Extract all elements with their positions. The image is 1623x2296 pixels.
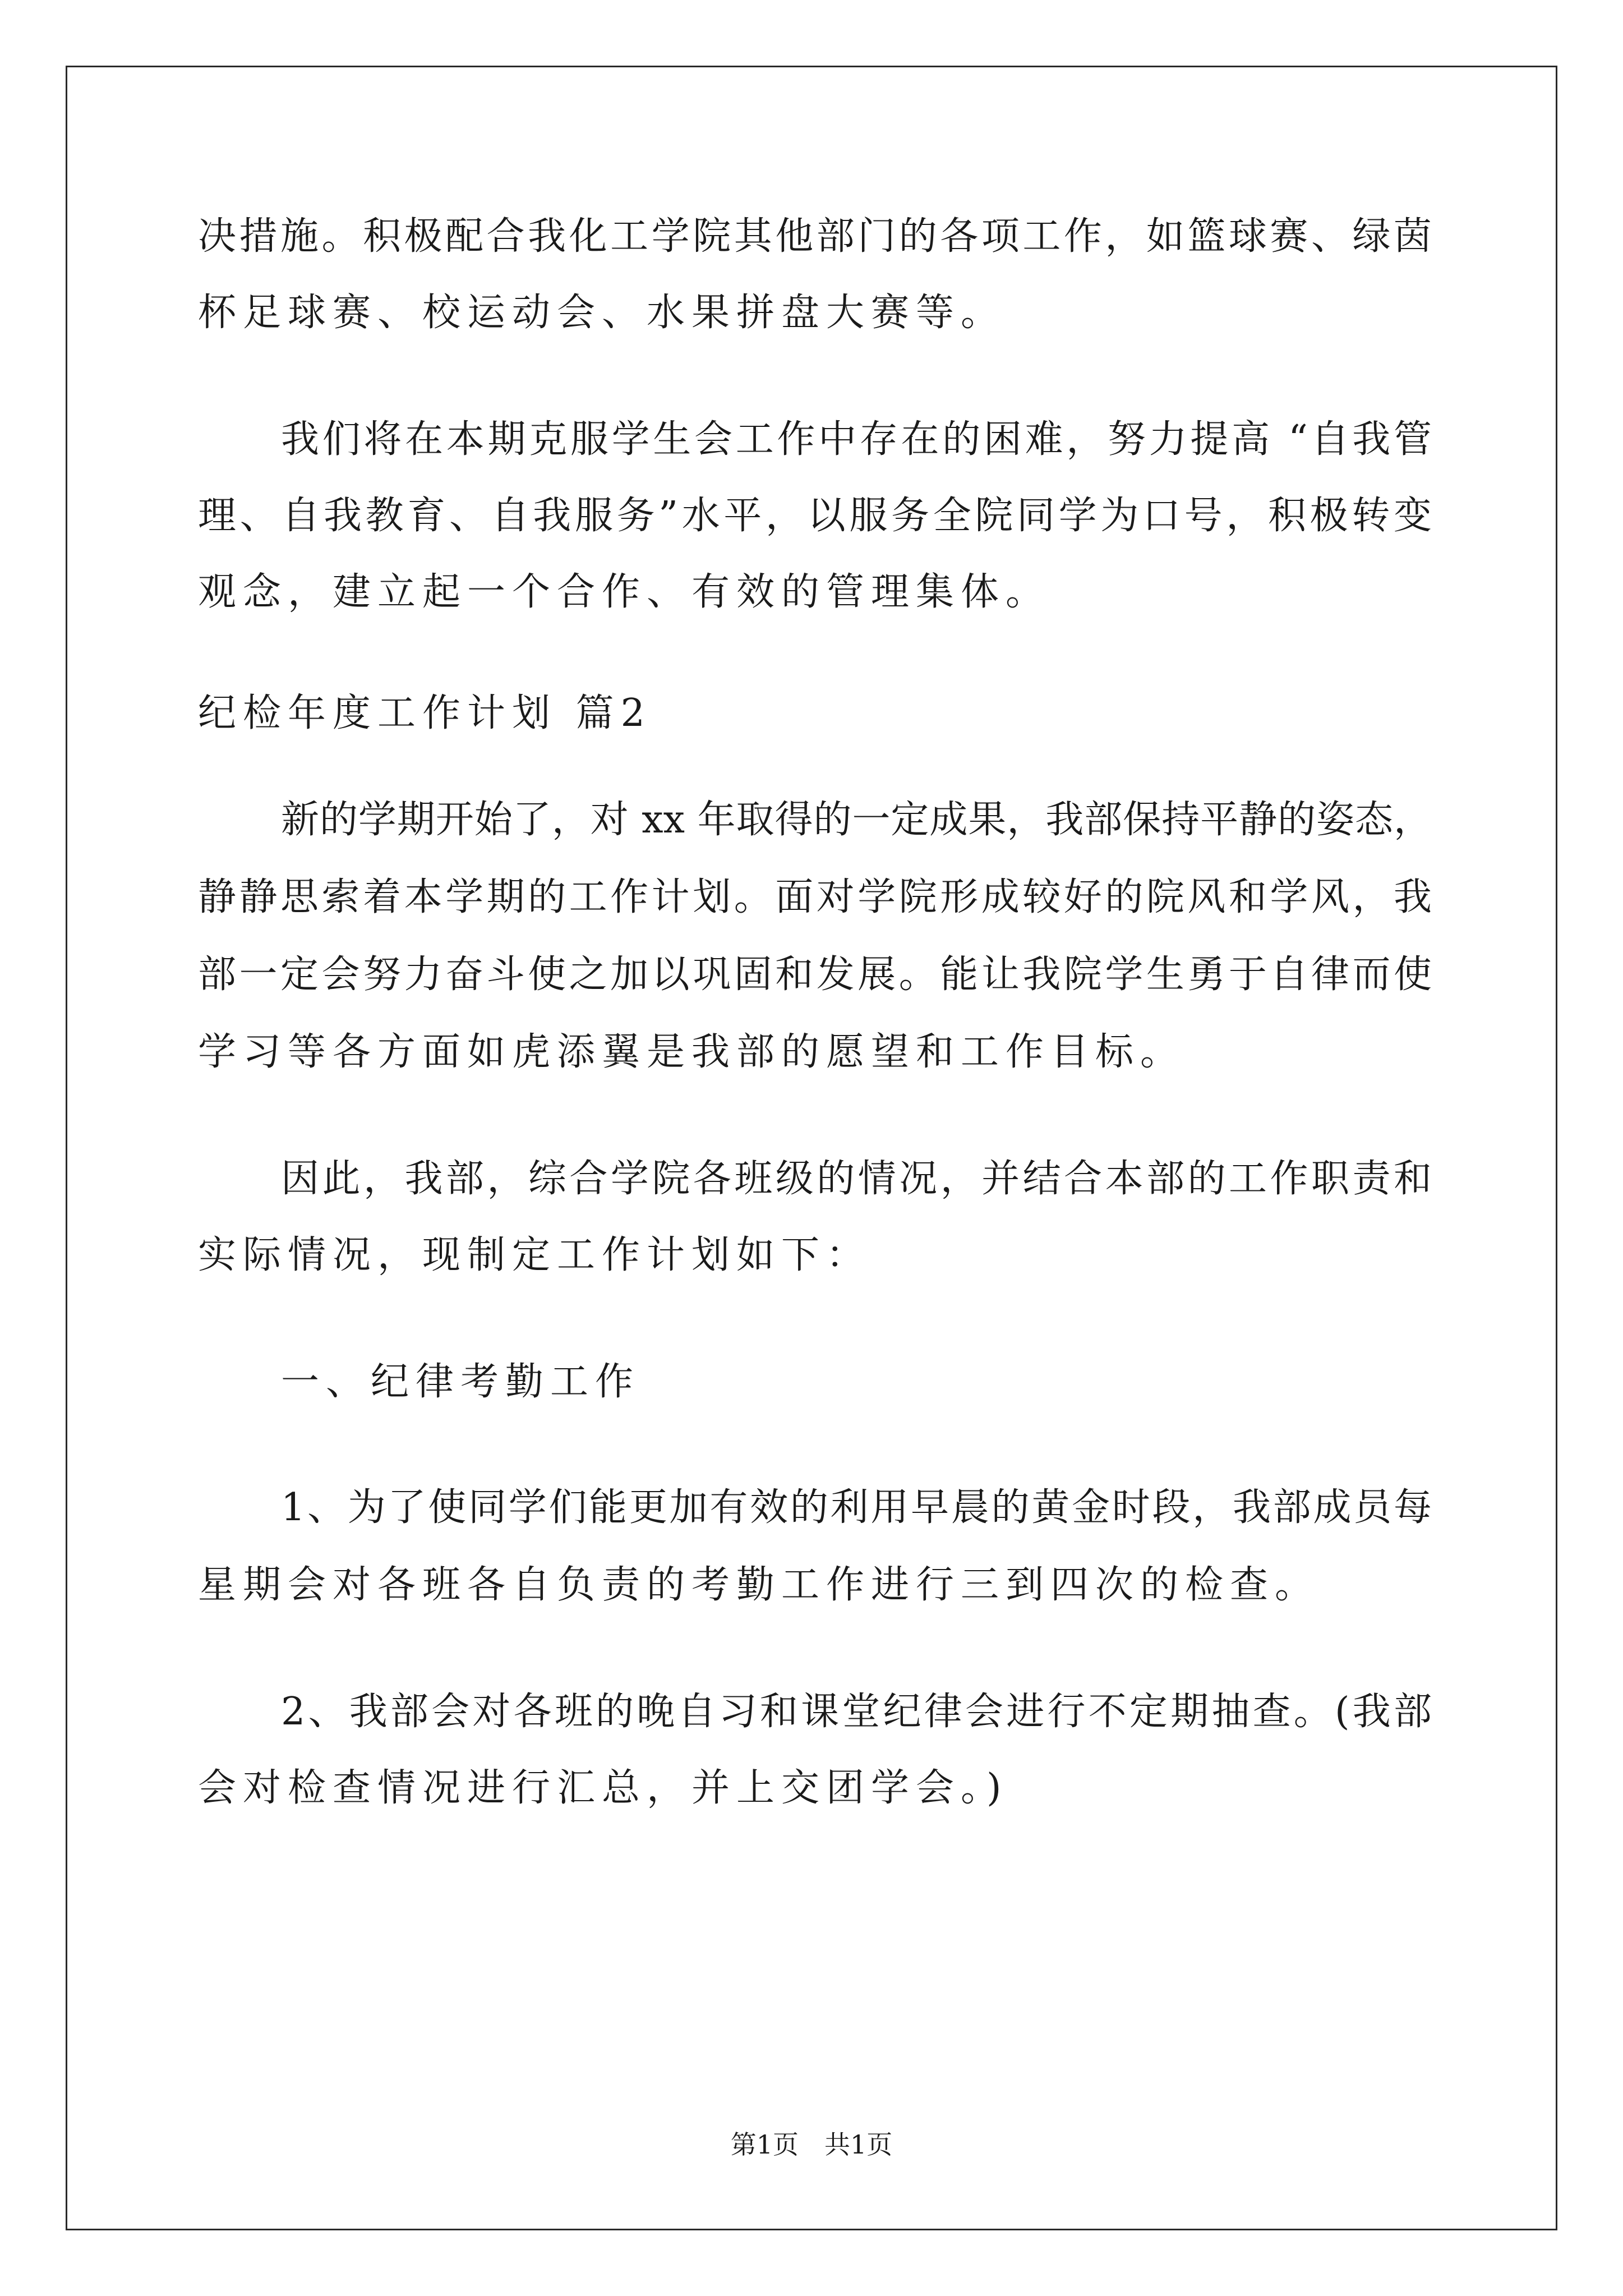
paragraph-line: 会对检查情况进行汇总，并上交团学会。) <box>198 1766 1008 1810</box>
section-heading: 纪检年度工作计划 篇2 <box>198 691 652 735</box>
paragraph-line: 杯足球赛、校运动会、水果拼盘大赛等。 <box>198 291 1006 335</box>
paragraph-line: 学习等各方面如虎添翼是我部的愿望和工作目标。 <box>198 1030 1186 1074</box>
page-border <box>66 66 1557 2230</box>
paragraph-line: 决措施。积极配合我化工学院其他部门的各项工作，如篮球赛、绿茵 <box>198 214 1432 259</box>
paragraph-line: 新的学期开始了，对 xx 年取得的一定成果，我部保持平静的姿态， <box>281 798 1432 842</box>
paragraph-line: 部一定会努力奋斗使之加以巩固和发展。能让我院学生勇于自律而使 <box>198 953 1432 997</box>
paragraph-line: 静静思索着本学期的工作计划。面对学院形成较好的院风和学风，我 <box>198 875 1432 919</box>
subsection-heading: 一、纪律考勤工作 <box>281 1360 640 1404</box>
paragraph-line: 星期会对各班各自负责的考勤工作进行三到四次的检查。 <box>198 1563 1320 1607</box>
paragraph-line: 因此，我部，综合学院各班级的情况，并结合本部的工作职责和 <box>281 1157 1432 1201</box>
paragraph-line: 理、自我教育、自我服务”水平，以服务全院同学为口号，积极转变 <box>198 494 1432 538</box>
page-number: 第1页 共1页 <box>730 2129 893 2160</box>
paragraph-line: 我们将在本期克服学生会工作中存在的困难，努力提高 “自我管 <box>281 417 1432 462</box>
paragraph-line: 2、我部会对各班的晚自习和课堂纪律会进行不定期抽查。(我部 <box>281 1690 1432 1734</box>
paragraph-line: 观念，建立起一个合作、有效的管理集体。 <box>198 570 1051 614</box>
paragraph-line: 1、为了使同学们能更加有效的利用早晨的黄金时段，我部成员每 <box>281 1485 1432 1530</box>
paragraph-line: 实际情况，现制定工作计划如下： <box>198 1233 872 1277</box>
